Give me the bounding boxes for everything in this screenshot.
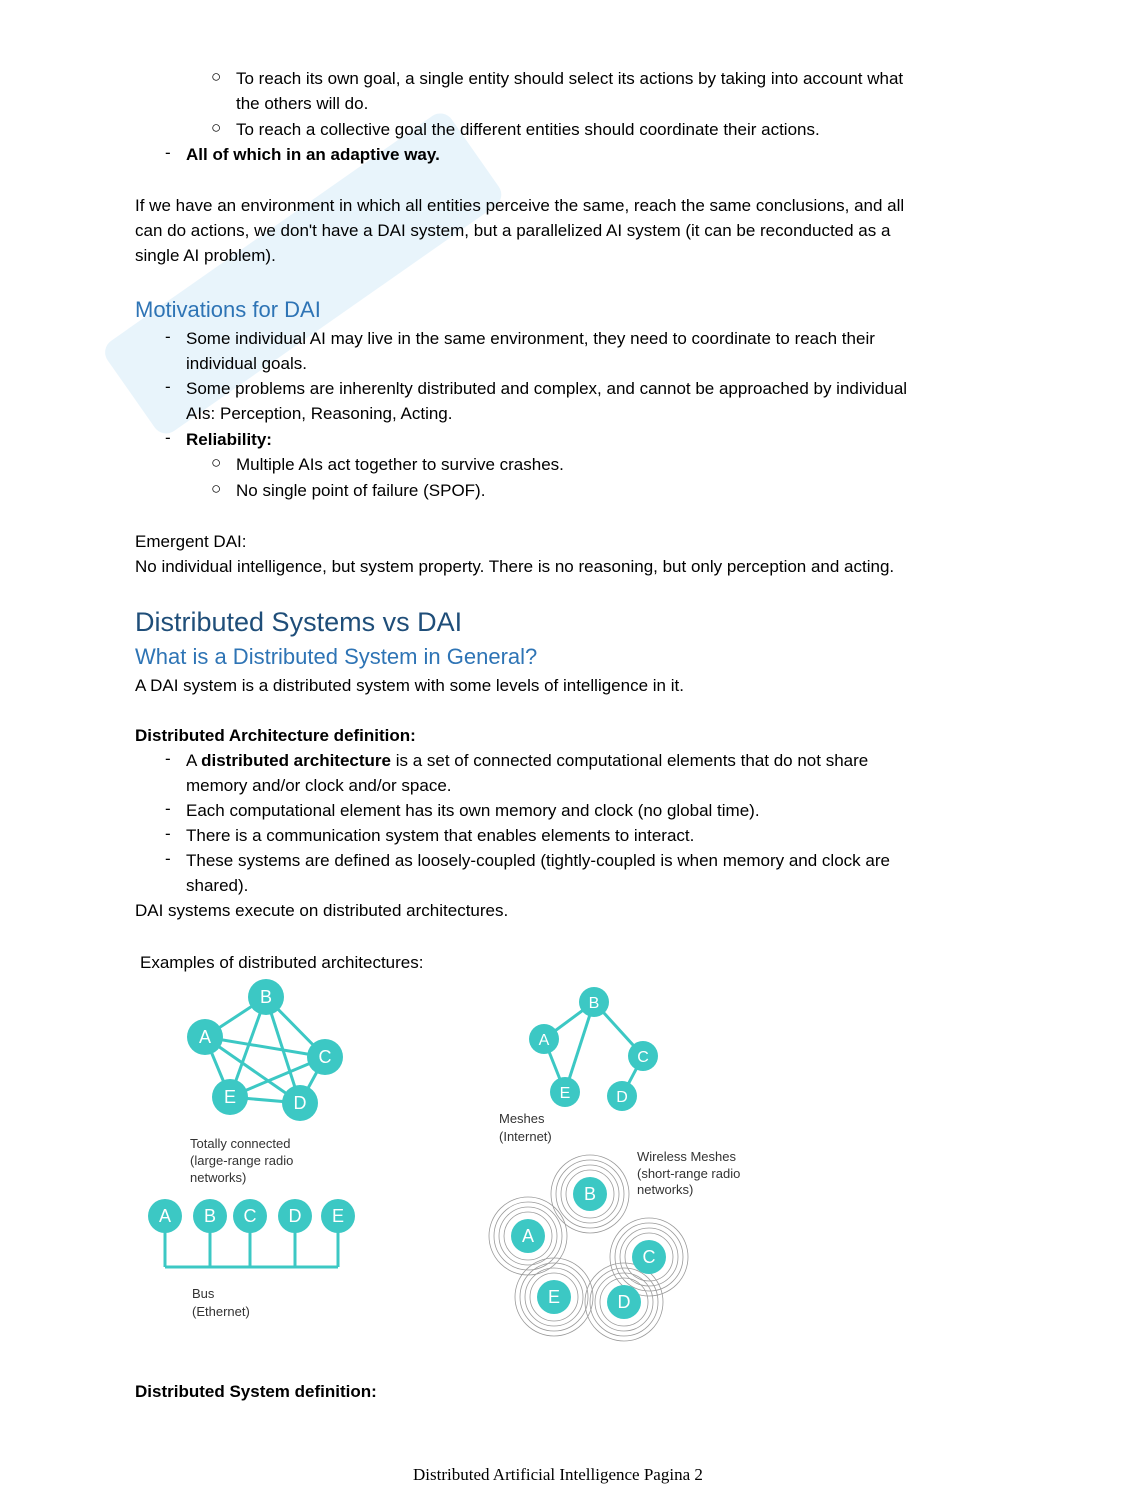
sub-item-1-line1: To reach its own goal, a single entity should select its actions by taking into account what [236,69,904,88]
dash-bullet: - [165,824,171,843]
adaptive-item: All of which in an adaptive way. [186,145,440,164]
node-label: E [547,1287,561,1307]
arch-closing: DAI systems execute on distributed architectures. [135,901,509,920]
dash-bullet: - [165,849,171,868]
reliability-item-2: No single point of failure (SPOF). [236,481,486,500]
node-label: E [559,1085,571,1102]
node-label: E [223,1087,237,1107]
bus-caption-2: (Ethernet) [192,1304,250,1319]
arch-def-label: Distributed Architecture definition: [135,726,416,745]
dash-bullet: - [165,327,171,346]
meshes-caption-1: Meshes [499,1111,545,1126]
node-label: A [198,1027,212,1047]
circle-bullet-icon: ○ [211,67,222,86]
wireless-caption-1: Wireless Meshes [637,1149,736,1164]
node-label: B [203,1206,217,1226]
circle-bullet-icon: ○ [211,453,222,472]
para1-line1: If we have an environment in which all entities perceive the same, reach the same conclusions, and all [135,196,905,215]
node-label: D [617,1292,631,1312]
motivations-heading: Motivations for DAI [135,297,321,322]
node-label: B [259,987,273,1007]
node-label: D [293,1093,307,1113]
reliability-item-1: Multiple AIs act together to survive crashes. [236,455,564,474]
arch-item-4-line2: shared). [186,876,249,895]
node-label: C [637,1049,649,1066]
examples-label: Examples of distributed architectures: [140,953,424,972]
arch-item-2: Each computational element has its own memory and clock (no global time). [186,801,760,820]
arch-item-3: There is a communication system that enables elements to interact. [186,826,695,845]
reliability-label: Reliability: [186,430,272,449]
system-def-label: Distributed System definition: [135,1382,377,1401]
node-label: C [318,1047,332,1067]
dash-bullet: - [165,749,171,768]
dash-bullet: - [165,377,171,396]
tc-caption-3: networks) [190,1170,247,1185]
node-label: D [288,1206,302,1226]
sub-item-1-line2: the others will do. [236,94,369,113]
node-label: B [588,995,600,1012]
circle-bullet-icon: ○ [211,118,222,137]
motivation-2-line1: Some problems are inherenlty distributed and complex, and cannot be approached by individual [186,379,908,398]
node-label: E [331,1206,345,1226]
section-subheading: What is a Distributed System in General? [135,644,538,669]
wireless-caption-3: networks) [637,1182,694,1197]
circle-bullet-icon: ○ [211,479,222,498]
dash-bullet: - [165,143,171,162]
emergent-text: No individual intelligence, but system property. There is no reasoning, but only perception and acting. [135,557,895,576]
page-footer: Distributed Artificial Intelligence Pagina 2 [413,1465,703,1484]
meshes-caption-2: (Internet) [499,1129,552,1144]
section-heading: Distributed Systems vs DAI [135,607,463,637]
node-label: A [158,1206,172,1226]
bus-caption-1: Bus [192,1286,215,1301]
tc-caption-2: (large-range radio [190,1153,294,1168]
arch-item-1-line1: A distributed architecture is a set of connected computational elements that do not share [186,751,869,770]
motivation-1-line2: individual goals. [186,354,307,373]
diagram-captions [190,1111,740,1319]
arch-item-4-line1: These systems are defined as loosely-coupled (tightly-coupled is when memory and clock are [186,851,890,870]
dash-bullet: - [165,799,171,818]
sub-item-2: To reach a collective goal the different entities should coordinate their actions. [236,120,820,139]
section-intro: A DAI system is a distributed system with some levels of intelligence in it. [135,676,684,695]
motivation-2-line2: AIs: Perception, Reasoning, Acting. [186,404,453,423]
node-label: B [583,1184,597,1204]
node-label: A [521,1226,535,1246]
motivation-1-line1: Some individual AI may live in the same environment, they need to coordinate to reach their [186,329,875,348]
para1-line2: can do actions, we don't have a DAI system, but a parallelized AI system (it can be reconducted as a [135,221,891,240]
node-label: A [538,1032,550,1049]
node-label: C [243,1206,257,1226]
node-label: C [642,1247,656,1267]
tc-caption-1: Totally connected [190,1136,291,1151]
dash-bullet: - [165,428,171,447]
para1-line3: single AI problem). [135,246,276,265]
arch-item-1-line2: memory and/or clock and/or space. [186,776,452,795]
wireless-caption-2: (short-range radio [637,1166,741,1181]
node-label: D [616,1089,628,1106]
emergent-label: Emergent DAI: [135,532,247,551]
architectures-figure [140,975,780,1345]
